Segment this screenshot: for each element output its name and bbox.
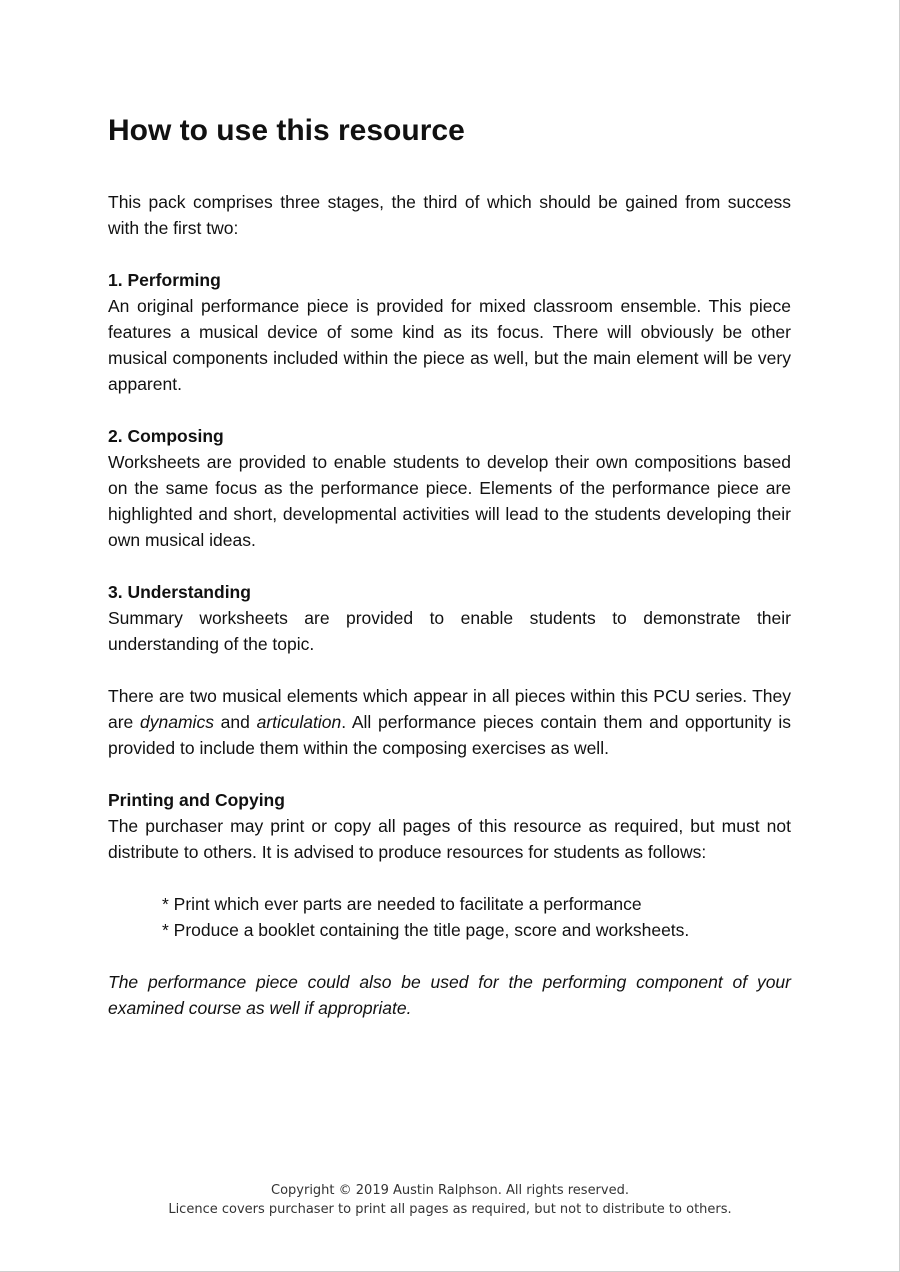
page-title: How to use this resource xyxy=(108,114,465,147)
section-body-understanding: Summary worksheets are provided to enable students to demonstrate their understanding of the topic. xyxy=(108,608,791,654)
footer-licence: Licence covers purchaser to print all pages as required, but not to distribute to others. xyxy=(168,1202,732,1217)
printing-body: The purchaser may print or copy all pages of this resource as required, but must not distribute to others. It is advised to produce resources for students as follows: xyxy=(108,816,791,862)
page-footer xyxy=(0,1181,900,1219)
printing-list xyxy=(108,891,791,943)
section-heading-understanding: 3. Understanding xyxy=(108,582,251,602)
page-content xyxy=(108,113,791,1021)
elements-text-2: and xyxy=(213,712,257,732)
list-item: * Print which ever parts are needed to facilitate a performance xyxy=(162,894,642,914)
footer-copyright: Copyright © 2019 Austin Ralphson. All rights reserved. xyxy=(271,1183,629,1198)
elements-text-1: There are two musical elements which appear in all pieces within this PCU series. They are xyxy=(108,686,791,732)
list-item: * Produce a booklet containing the title page, score and worksheets. xyxy=(162,920,690,940)
intro-paragraph: This pack comprises three stages, the third of which should be gained from success with the first two: xyxy=(108,192,791,238)
elements-term-articulation: articulation xyxy=(256,712,342,732)
section-heading-performing: 1. Performing xyxy=(108,270,221,290)
section-body-composing: Worksheets are provided to enable students to develop their own compositions based on the same focus as the performance piece. Elements of the performance piece are highlighted and short, developmental activities will lead to the students developing their own musical ideas. xyxy=(108,452,791,550)
section-body-performing: An original performance piece is provided for mixed classroom ensemble. This piece features a musical device of some kind as its focus. There will obviously be other musical components included within the piece as well, but the main element will be very apparent. xyxy=(108,296,791,394)
musical-elements-paragraph xyxy=(108,683,791,761)
closing-note: The performance piece could also be used for the performing component of your examined course as well if appropriate. xyxy=(108,972,791,1018)
elements-text-3: . All performance pieces contain them and opportunity is provided to include them within the composing exercises as well. xyxy=(108,712,791,758)
printing-heading: Printing and Copying xyxy=(108,790,285,810)
elements-term-dynamics: dynamics xyxy=(140,712,214,732)
section-heading-composing: 2. Composing xyxy=(108,426,224,446)
